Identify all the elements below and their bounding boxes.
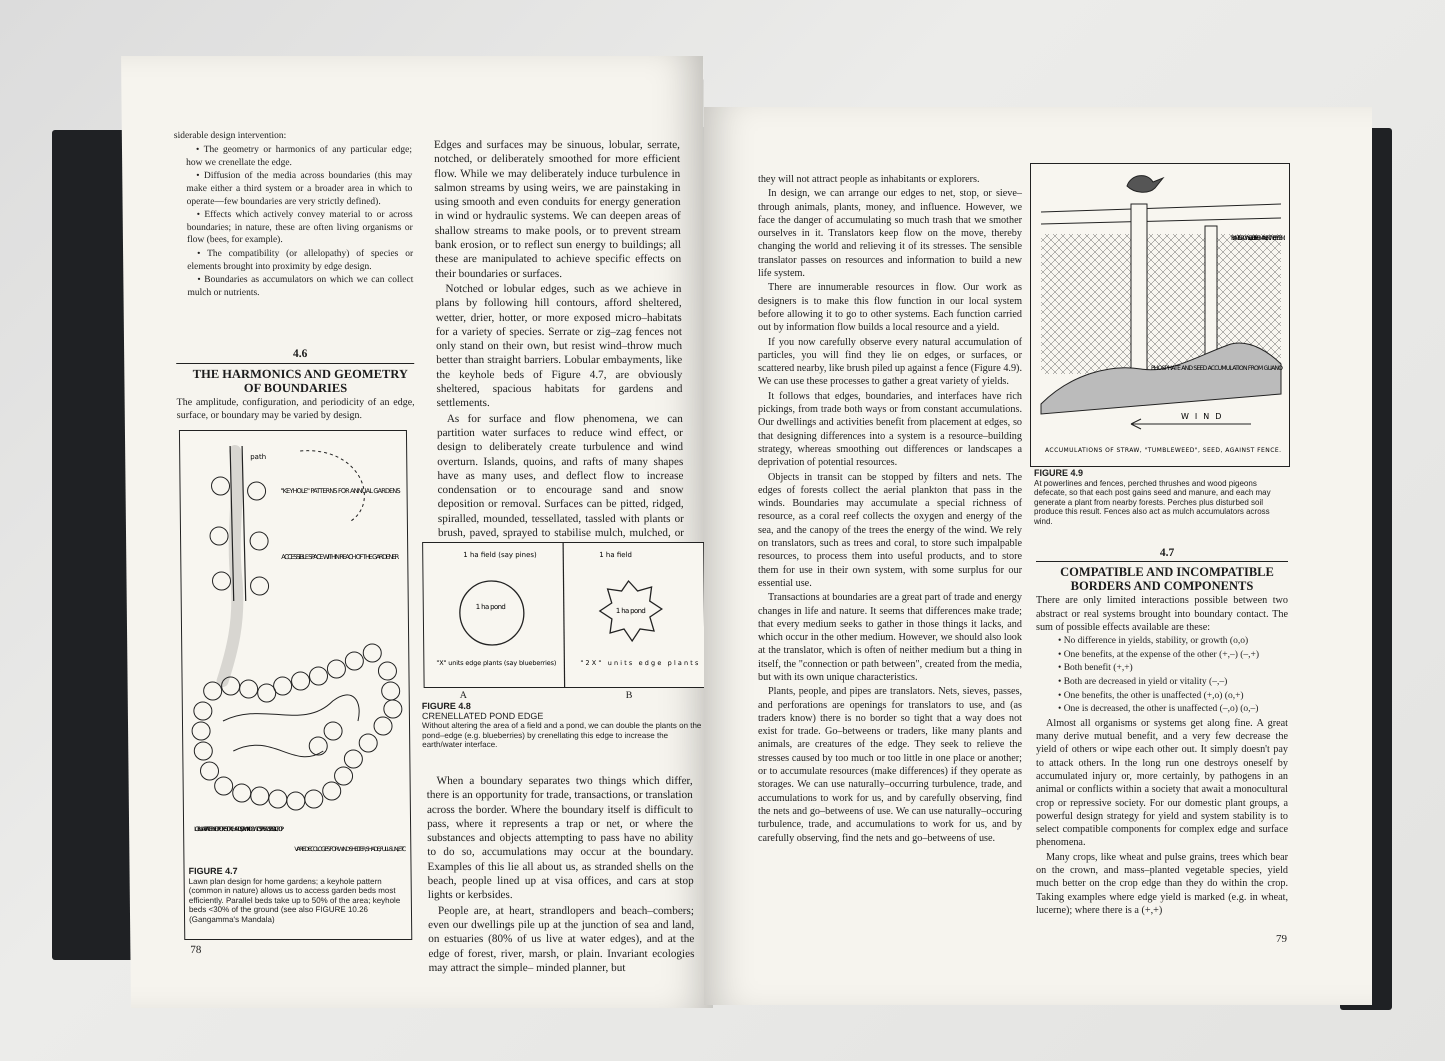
bullet-item: • Boundaries as accumulators on which we can collect mulch or nutrients. (187, 275, 414, 298)
fig-a-bottom: "X" units edge plants (say blueberries) (436, 659, 557, 667)
paragraph: Transactions at boundaries are a great part of trade and energy changes in life and nature. It seems that differences make trade; that every medium seeks to gather in those things it lacks, and which occur in the other medium. However, we should also look at the translator, which is often of neither medium but a thing in itself, the "connection or path between", created from the media, but with its own unique characteristics. (758, 592, 1022, 683)
keyhole-garden-drawing (180, 431, 411, 939)
paragraph: Notched or lobular edges, such as we achieve in plans by following hill contours, afford sheltered, wetter, drier, hotter, or more exposed micro–habitats for a variety of species. Serrate or zig–zag fences not only stand on their own, but resist wind–throw much better than straight barriers. Lobular embayments, like the keyhole beds of Figure 4.7, are obviously sheltered, spacious habitats for gardens and settlements. (435, 282, 683, 410)
paragraph: If you now carefully observe every natural accumulation of particles, you will find they lie on edges, or surfaces, or scattered nearby, like brush piled up against a fence (Figure 4.9). We can use these processes to gather a great variety of yields. (758, 336, 1022, 388)
section-intro: The amplitude, configuration, and periodicity of an edge, surface, or boundary may be varied by design. (176, 396, 415, 421)
label-varied: VARIED ECOLOGIES FOR WIND SHELTER, SHADE, FULL-SUN, ETC (294, 846, 407, 853)
paragraph: Objects in transit can be stopped by filters and nets. The edges of forests collect the aerial plankton that pass in the winds. Boundaries may accumulate a special richness of resource, as a coral reef collects the oxygen and energy of the sea, and the canopy of the trees the energy of the wind. We rely on translators, such as trees and coral, to store such impalpable resources, to process them into useful products, and to store them for use in their own system, with some surplus for our essential use. (758, 471, 1022, 589)
section-number: 4.6 (292, 348, 308, 361)
page-number-left: 78 (190, 944, 202, 956)
bullet-item: • Both benefit (+,+) (1058, 663, 1133, 674)
section-intro: There are only limited interactions possible between two abstract or real systems brought into boundary contact. The sum of possible effects available are these: (1036, 595, 1288, 633)
caption-text: At powerlines and fences, perched thrushes and wood pigeons defecate, so that each post gains seed and manure, and each may generate a plant from nearby forests. Perches plus disturbed soil produce this result. Fences also act as mulch accumulators across wind. (1034, 478, 1271, 526)
label-accessible: ACCESSIBLE SPACE WITHIN REACH OF THE GARDENER (281, 553, 400, 561)
fig-a-pond: 1 ha pond (475, 603, 506, 611)
label-plants: PLANTS GROW & BEGIN PERMANENT WET SYSTEM. (1231, 235, 1286, 242)
paragraph: It follows that edges, boundaries, and interfaces have rich pickings, from trade both ways or from constant accumulations. Our dwellings and activities benefit from placement at edges, so that designing differences into a system is a resource–building strategy, whereas smoothing out differences or landscapes a deprivation of potential resources. (758, 390, 1022, 469)
bullet-item: • The geometry or harmonics of any particular edge; how we crenellate the edge. (186, 145, 413, 168)
figure-4-9-caption (1034, 469, 1290, 527)
fig-b-pond: 1 ha pond (615, 607, 646, 615)
paragraph: they will not attract people as inhabitants or explorers. (758, 174, 980, 185)
figure-4-8 (422, 542, 706, 688)
right-page (704, 107, 1372, 1005)
figure-4-7-caption (189, 867, 408, 925)
left-col-1 (174, 130, 415, 423)
bullet-item: • The compatibility (or allelopathy) of species or elements brought into proximity by edge design. (187, 248, 414, 272)
figure-4-9 (1030, 163, 1290, 467)
caption-subtitle: CRENELLATED POND EDGE (421, 710, 544, 721)
right-col-2 (1036, 547, 1288, 918)
crenellated-pond-drawing (423, 543, 705, 687)
left-col-2 (434, 138, 684, 556)
col1-intro: siderable design intervention: (173, 131, 287, 141)
fence-accumulation-drawing (1031, 164, 1289, 466)
fig-a-top: 1 ha field (say pines) (463, 551, 537, 559)
left-page (121, 56, 713, 1008)
bullet-item: • No difference in yields, stability, or growth (o,o) (1058, 636, 1249, 647)
label-accum: ACCUMULATIONS OF STRAW, "TUMBLEWEED", SEED, AGAINST FENCE. (1045, 447, 1281, 454)
section-number: 4.7 (1159, 547, 1175, 559)
label-lobular: LOBULAR PATTERN FOR FOREST ORCHARDS, OR WINDOW TO SPREAD SPECIAL CROP (194, 826, 285, 833)
caption-text: Without altering the area of a field and a pond, we can double the plants on the pond–edge (e.g. blueberries) by crenellating this edge to increase the earth/water interface. (421, 721, 702, 750)
label-path: path (250, 453, 267, 461)
paragraph: There are innumerable resources in flow. Our work as designers is to make this flow function in our local system before allowing it to go to other systems. Each function carried out by information flow builds a local resource and a yield. (758, 282, 1022, 334)
fig-label-a: A (459, 690, 468, 701)
section-title: COMPATIBLE AND INCOMPATIBLE BORDERS AND COMPONENTS (1036, 561, 1288, 593)
caption-title: FIGURE 4.7 (188, 866, 238, 876)
paragraph: When a boundary separates two things which differ, there is an opportunity for trade, transactions, or translation across the border. Where the boundary itself is difficult to pass, where it represents a trap or net, or where the substances and objects attempting to pass have no ability to do so, accumulations may occur at the boundary. Examples of this lie all about us, as stranded shells on the beach, people lined up at visa offices, and cars at stop lights or kerbsides. (426, 775, 694, 902)
bullet-item: • One benefits, at the expense of the other (+,–) (–,+) (1058, 649, 1260, 660)
figure-4-8-caption (422, 702, 703, 750)
label-keyhole: "KEYHOLE" PATTERNS FOR ANNUAL GARDENS (280, 487, 401, 495)
caption-title: FIGURE 4.8 (421, 701, 471, 711)
section-title: THE HARMONICS AND GEOMETRY OF BOUNDARIES (176, 363, 414, 395)
bullet-item: • One is decreased, the other is unaffected (–,o) (o,–) (1058, 704, 1259, 715)
figure-4-7 (179, 430, 412, 940)
fig-label-b: B (625, 690, 633, 701)
fig-b-bottom: "2X" units edge plants (580, 659, 699, 667)
paragraph: Edges and surfaces may be sinuous, lobular, serrate, notched, or deliberately smoothed for more efficient flow. While we may deliberately induce turbulence in salmon streams by using weirs, we are painstaking in using smooth and even conduits for energy generation in wind or hydraulic systems. We can deepen areas of shallow streams to make pools, or to prevent stream bank erosion, or to reflect sun energy to buildings; all these are manipulated to achieve specific effects on their boundaries or surfaces. (433, 139, 682, 280)
page-number-right: 79 (1276, 933, 1287, 945)
caption-text: Lawn plan design for home gardens; a keyhole pattern (common in nature) allows us to access garden beds most efficiently. Parallel beds take up to 50% of the area; keyhole beds <30% of the ground (see also FIGURE 10.26 (Gangamma's Mandala) (188, 876, 401, 924)
bullet-item: • Diffusion of the media across boundaries (this may make either a third system or a broader area in which to operate—few boundaries are very strictly defined). (186, 171, 413, 207)
label-wind: WIND (1181, 412, 1228, 421)
fig-b-top: 1 ha field (599, 551, 633, 559)
bird-icon (1127, 176, 1163, 193)
right-col-1 (758, 173, 1022, 846)
bullet-item: • Effects which actively convey material to or across boundaries; in nature, these are often living organisms or flow (bees, for example). (186, 210, 413, 246)
bullet-item: • Both are decreased in yield or vitality (–,–) (1058, 676, 1228, 687)
paragraph: As for surface and flow phenomena, we can partition water surfaces to reduce wind effect, or design to deliberately create turbulence and wind overturn. Islands, quoins, and rafts of many shapes have as many uses, and deflect flow to increase condensation or to encourage sand and snow deposition or removal. Surfaces can be pitted, ridged, spiralled, mounded, tessellated, tassled with plants or brush, paved, sprayed to stabilise mulch, mulched, or (436, 412, 685, 540)
paragraph: In design, we can arrange our edges to net, stop, or sieve–through animals, plants, money, and influence. However, we face the danger of accumulating so much trash that we smother ourselves in it. Translators keep flow on the move, thereby changing the world and relieving it of its stresses. The sensible translator passes on resources and information to build a new life system. (758, 188, 1022, 280)
label-phosphate: PHOSPHATE AND SEED ACCUMULATION FROM GUANO (1151, 365, 1283, 372)
paragraph: Almost all organisms or systems get along fine. A great many derive mutual benefit, and a very few decrease the yield of others or wipe each other out. It simply doesn't pay to attack others. In the long run one destroys oneself by accumulated injury or, more certainly, by pathogens in an animal or conflicts within a society that await a monocultural crop or repressive society. For our domestic plant groups, a powerful design strategy for yield and system stability is to select compatible components for complex edge and surface phenomena. (1036, 717, 1288, 849)
bullet-item: • One benefits, the other is unaffected (+,o) (o,+) (1058, 690, 1244, 701)
left-col-2-lower (427, 774, 695, 976)
paragraph: People are, at heart, strandlopers and beach–combers; even our dwellings pile up at the junction of sea and land, on estuaries (80% of us live at water edges), and at the edge of forest, river, marsh, or plain. Invariant ecologies may attract the simple– minded planner, but (428, 904, 695, 974)
paragraph: Plants, people, and pipes are translators. Nets, sieves, passes, and perforations are openings for translators to use, and (as traders know) there is no border so tight that a way does not exist for trade. Go–betweens or traders, like many plants and animals, are creatures of the edge. They seek to relieve the stresses caused by too much or too little in one place or another; or to accumulate resources (make differences) if they operate as storages. We can use naturally–occurring turbulence, trade, and accumulations to work for us, and by carefully observing, find the nets and go–betweens of use. We can use naturally–occuring turbulence, trade, and accumulations to work for us, and by carefully observing, find the nets and go–betweens of use. (758, 686, 1022, 844)
paragraph: Many crops, like wheat and pulse grains, trees which bear on the crown, and mass–planted vegetable species, yield much better on the crop edge than they do within the crop. Taking examples where edge yield is marked (e.g. in wheat, lucerne); where there is a (+,+) (1036, 851, 1288, 916)
caption-title: FIGURE 4.9 (1034, 468, 1084, 478)
